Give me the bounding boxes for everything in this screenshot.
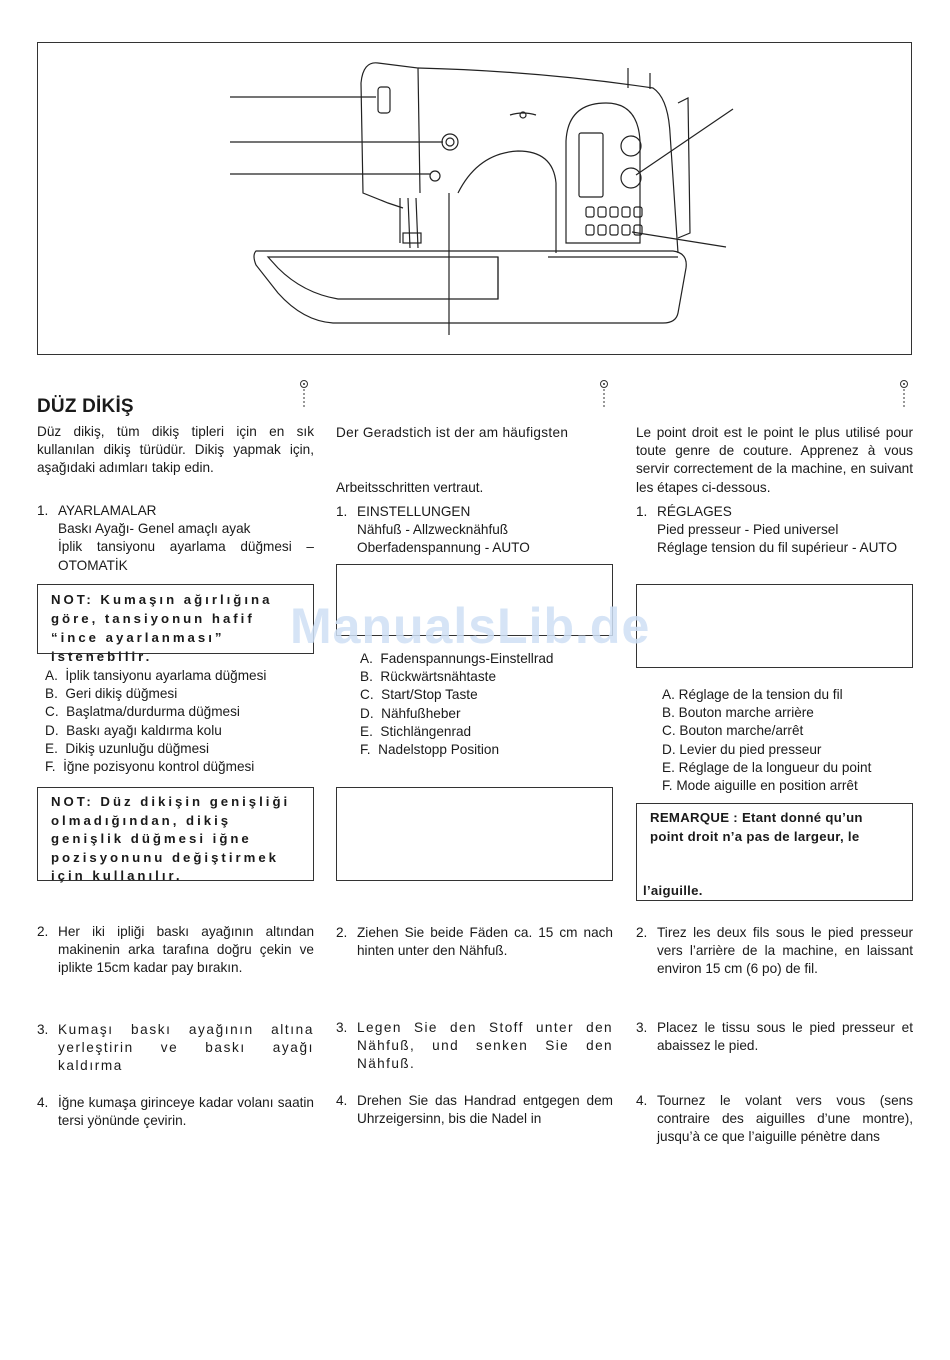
list-item: D. Baskı ayağı kaldırma kolu [45, 722, 222, 738]
list-item: A. Fadenspannungs-Einstellrad [360, 651, 554, 666]
list-item: C. Başlatma/durdurma düğmesi [45, 704, 240, 720]
list-item: F. Nadelstopp Position [360, 742, 500, 758]
list-item: D. Nähfußheber [360, 705, 461, 721]
watermark: ManualsLib.de [290, 598, 651, 654]
fr-note-2 [636, 803, 913, 901]
list-item: E. Stichlängenrad [360, 723, 472, 739]
tr-step-4: 4. İğne kumaşa girinceye kadar volanı saatin tersi yönünde çevirin. [37, 1095, 314, 1129]
tr-intro: Düz dikiş, tüm dikiş tipleri için en sık kullanılan dikiş türüdür. Dikiş yapmak için, aşağıdaki adımları takip edin. [37, 424, 314, 476]
list-item: B. Bouton marche arrière [662, 705, 814, 721]
de-intro: Der Geradstich ist der am häufigsten [336, 425, 569, 440]
de-step-1-heading: EINSTELLUNGEN [357, 504, 471, 519]
list-item: F. Mode aiguille en position arrêt [662, 778, 858, 794]
fr-step-2: 2. Tirez les deux fils sous le pied presseur vers l’arrière de la machine, en laissant environ 15 cm (6 po) de fil. [636, 925, 913, 977]
de-intro-2: Arbeitsschritten vertraut. [336, 480, 484, 495]
de-step-3: 3. Legen Sie den Stoff unter den Nähfuß, und senken Sie den Nähfuß. [336, 1020, 613, 1072]
fr-step-4: 4. Tournez le volant vers vous (sens contraire des aiguilles d’une montre), jusqu’à ce que l’aiguille pénètre dans [636, 1093, 913, 1145]
fr-note-2-text-b: l’aiguille. [643, 883, 703, 898]
list-item: A. Réglage de la tension du fil [662, 687, 843, 702]
list-item: C. Start/Stop Taste [360, 687, 478, 703]
de-note-2-box [336, 787, 613, 881]
button-row-1 [586, 207, 642, 217]
fr-step-3: 3. Placez le tissu sous le pied presseur et abaissez le pied. [636, 1020, 913, 1054]
sewing-machine-illustration [38, 43, 913, 356]
knob-bottom [621, 168, 641, 188]
fr-intro: Le point droit est le point le plus utilisé pour toute genre de couture. Apprenez à vous servir correctement de la machine, en suivant les étapes ci-dessous. [636, 425, 913, 495]
start-stop-button [430, 171, 440, 181]
tr-step-1 [37, 502, 314, 575]
machine-head-outline [361, 63, 403, 208]
lcd-display [579, 133, 603, 197]
list-item: F. İğne pozisyonu kontrol düğmesi [45, 759, 255, 775]
tr-step-1-number: 1. [37, 503, 49, 518]
machine-base-outline [254, 251, 686, 323]
de-step-1-line-1: Nähfuß - Allzwecknähfuß [357, 522, 509, 538]
de-step-1: 1. EINSTELLUNGEN Nähfuß - Allzwecknähfuß Oberfadenspannung - AUTO [336, 503, 613, 558]
tr-step-3: 3. Kumaşı baskı ayağının altına yerleştirin ve baskı ayağı kaldırma [37, 1022, 314, 1074]
list-item: E. Réglage de la longueur du point [662, 759, 872, 775]
section-title: DÜZ DİKİŞ [37, 396, 134, 417]
fr-step-1-line-1: Pied presseur - Pied universel [657, 522, 839, 538]
tr-step-1-heading: AYARLAMALAR [58, 503, 157, 518]
knob-top [621, 136, 641, 156]
tr-step-1-line-2: İplik tansiyonu ayarlama düğmesi – OTOMATİK [58, 539, 314, 573]
de-parts-list [360, 650, 553, 759]
handwheel-outline [678, 98, 690, 238]
column-marker-icon [299, 380, 309, 410]
machine-throat-outline [458, 151, 556, 253]
tr-step-1-line-1: Baskı Ayağı- Genel amaçlı ayak [58, 521, 251, 537]
leader-line-4 [636, 109, 733, 175]
fr-step-1-heading: RÉGLAGES [657, 504, 732, 519]
list-item: D. Levier du pied presseur [662, 741, 822, 757]
fr-parts-list [662, 686, 871, 795]
fr-note-2-text-a: REMARQUE : Etant donné qu’un point droit n’a pas de largeur, le [650, 810, 863, 844]
de-step-2: 2. Ziehen Sie beide Fäden ca. 15 cm nach hinten unter den Nähfuß. [336, 925, 613, 959]
list-item: E. Dikiş uzunluğu düğmesi [45, 740, 209, 756]
tr-note-2: NOT: Düz dikişin genişliği olmadığından, dikiş genişlik düğmesi iğne pozisyonunu değiştirmek için kullanılır. [37, 787, 314, 881]
de-note-1-box [336, 564, 613, 636]
tension-dial [378, 87, 390, 113]
list-item: C. Bouton marche/arrêt [662, 723, 804, 739]
list-item: A. İplik tansiyonu ayarlama düğmesi [45, 668, 267, 683]
sewing-machine-figure [37, 42, 912, 355]
de-step-4: 4. Drehen Sie das Handrad entgegen dem Uhrzeigersinn, bis die Nadel in [336, 1093, 613, 1127]
tr-note-1: NOT: Kumaşın ağırlığına göre, tansiyonun hafif “ince ayarlanması” istenebilir. [37, 584, 314, 654]
list-item: B. Geri dikiş düğmesi [45, 686, 178, 702]
list-item: B. Rückwärtsnähtaste [360, 669, 497, 685]
tr-parts-list [45, 667, 266, 776]
button-row-2 [586, 225, 642, 235]
leader-line-5 [632, 232, 726, 247]
de-step-1-line-2: Oberfadenspannung - AUTO [357, 540, 530, 556]
fr-step-1: 1. RÉGLAGES Pied presseur - Pied universel Réglage tension du fil supérieur - AUTO [636, 503, 913, 558]
column-marker-icon [899, 380, 909, 410]
tr-step-2: 2. Her iki ipliği baskı ayağının altından makinenin arka tarafına doğru çekin ve iplikte 15cm kadar pay bırakın. [37, 924, 314, 976]
column-marker-icon [599, 380, 609, 410]
fr-note-1-box [636, 584, 913, 668]
fr-step-1-line-2: Réglage tension du fil supérieur - AUTO [657, 540, 898, 556]
reverse-button [442, 134, 458, 150]
